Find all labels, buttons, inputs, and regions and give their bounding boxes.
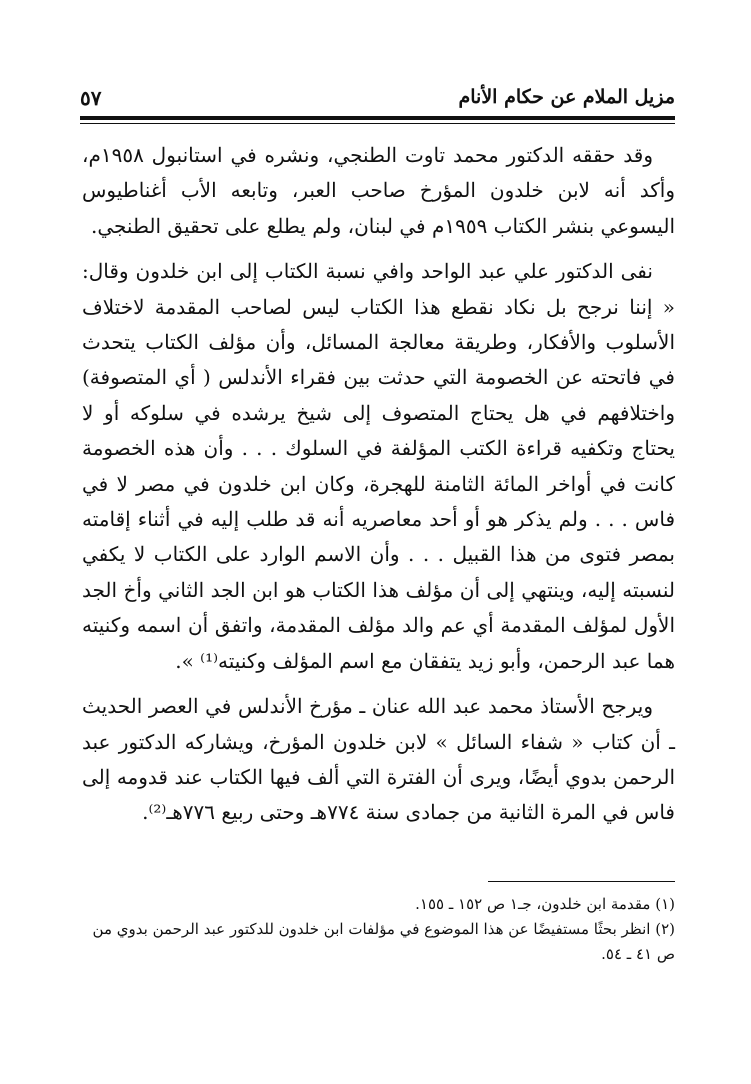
page-number: ٥٧ bbox=[80, 86, 102, 110]
footnote-separator bbox=[488, 881, 675, 882]
header-rule-thin bbox=[80, 123, 675, 124]
footnote-2: (٢) انظر بحثًا مستفيضًا عن هذا الموضوع في مؤلفات ابن خلدون للدكتور عبد الرحمن بدوي من ص ٤١ ـ ٥٤. bbox=[92, 920, 675, 963]
running-title: مزيل الملام عن حكام الأنام bbox=[458, 86, 675, 108]
header-rule-thick bbox=[80, 116, 675, 120]
main-text bbox=[82, 138, 675, 831]
footnote-1: (١) مقدمة ابن خلدون، جـ١ ص ١٥٢ ـ ١٥٥. bbox=[415, 895, 675, 913]
footnotes bbox=[82, 892, 675, 967]
paragraph-wafi-opinion: نفى الدكتور علي عبد الواحد وافي نسبة الكتاب إلى ابن خلدون وقال: « إننا نرجح بل نكاد نقطع هذا الكتاب ليس لصاحب المقدمة لاختلاف الأسلوب والأفكار، وطريقة معالجة المسائل، وأن مؤلف الكتاب يتحدث في فاتحته عن الخصومة التي حدثت بين فقراء الأندلس ( أي المتصوفة) واختلافهم في هل يحتاج المتصوف إلى شيخ يرشده في سلوكه أو لا يحتاج وتكفيه قراءة الكتب المؤلفة في السلوك . . . وأن هذه الخصومة كانت في أواخر المائة الثامنة للهجرة، وكان ابن خلدون في مصر لا في فاس . . . ولم يذكر هو أو أحد معاصريه أنه قد طلب إليه في أثناء إقامته بمصر فتوى من هذا القبيل . . . وأن الاسم الوارد على الكتاب لا يكفي لنسبته إليه، وينتهي إلى أن مؤلف هذا الكتاب هو ابن الجد الثاني وأخ الجد الأول لمؤلف المقدمة أي عم والد مؤلف المقدمة، واتفق أن اسمه وكنيته هما عبد الرحمن، وأبو زيد يتفقان مع اسم المؤلف وكنيته⁽¹⁾ ». bbox=[82, 259, 675, 673]
paragraph-inan-opinion: ويرجح الأستاذ محمد عبد الله عنان ـ مؤرخ الأندلس في العصر الحديث ـ أن كتاب « شفاء السائل » لابن خلدون المؤرخ، ويشاركه الدكتور عبد الرحمن بدوي أيضًا، ويرى أن الفترة التي ألف فيها الكتاب عند قدومه إلى فاس في المرة الثانية من جمادى سنة ٧٧٤هـ وحتى ربيع ٧٧٦هـ⁽²⁾. bbox=[82, 694, 675, 825]
paragraph-tangi-edition: وقد حققه الدكتور محمد تاوت الطنجي، ونشره في استانبول ١٩٥٨م، وأكد أنه لابن خلدون المؤرخ صاحب العبر، وتابعه الأب أغناطيوس اليسوعي بنشر الكتاب ١٩٥٩م في لبنان، ولم يطلع على تحقيق الطنجي. bbox=[82, 143, 675, 238]
